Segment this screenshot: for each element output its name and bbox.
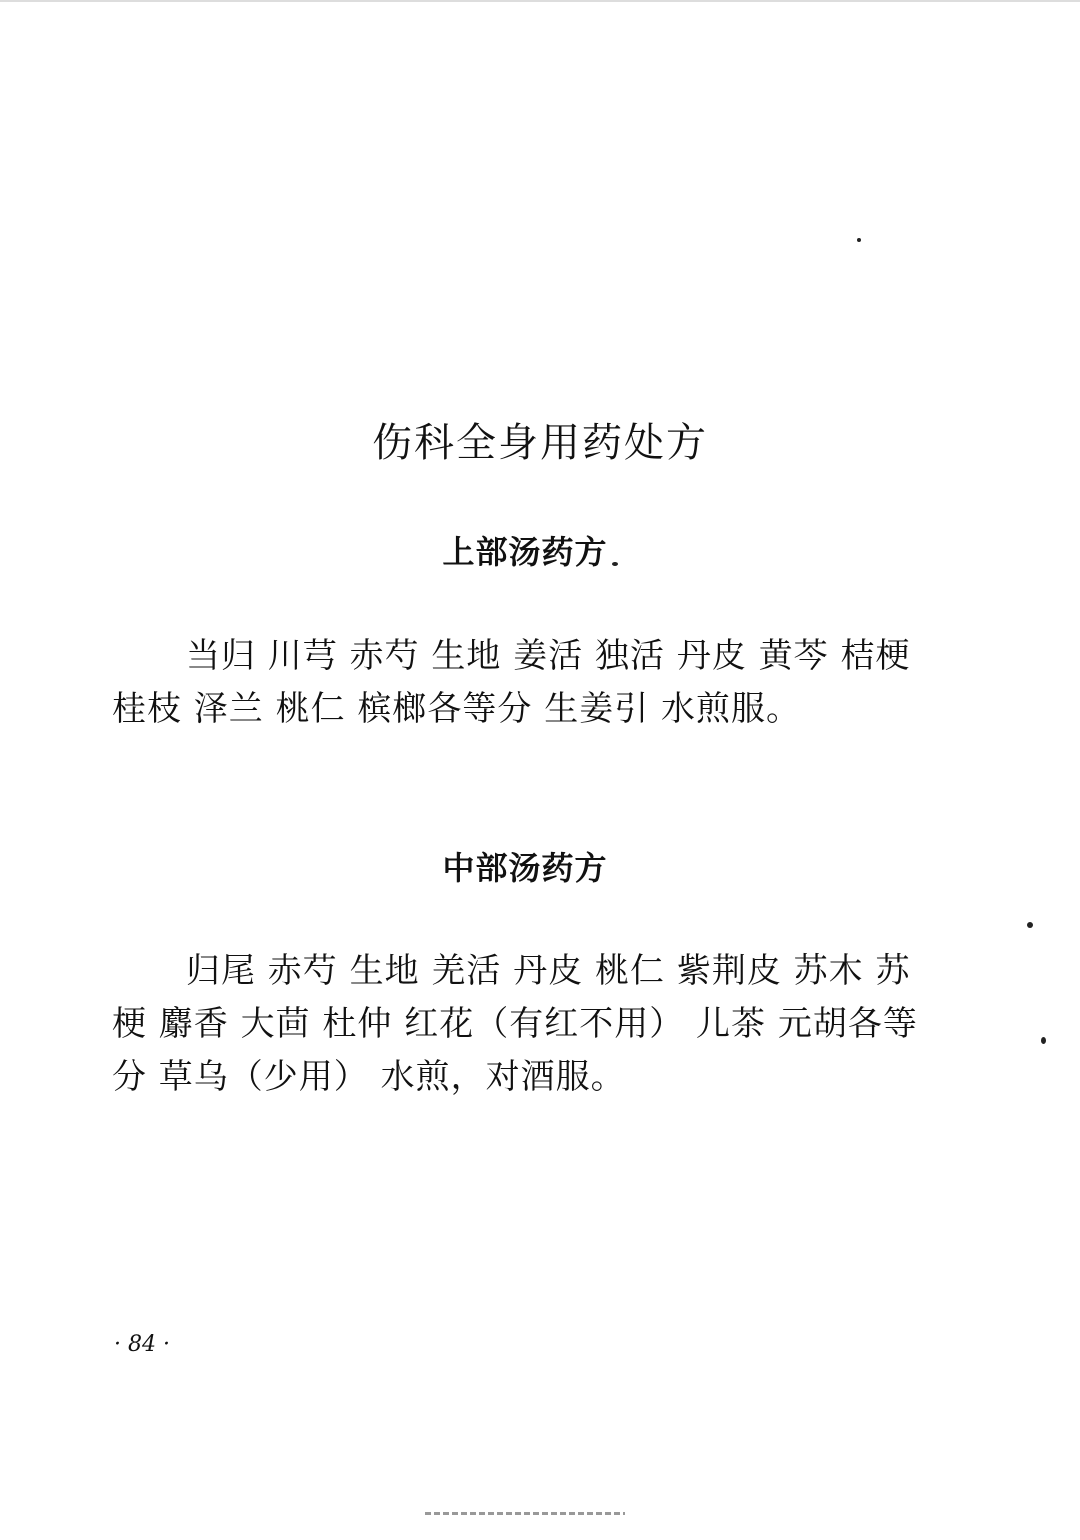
section-body-upper: 当归 川芎 赤芍 生地 姜活 独活 丹皮 黄芩 桔梗 桂枝 泽兰 桃仁 槟榔各等分 生姜引 水煎服。 xyxy=(112,636,911,729)
scan-speck xyxy=(1027,922,1033,928)
scan-speck xyxy=(857,238,861,242)
section-heading-upper: 上部汤药方 xyxy=(442,533,608,571)
scan-speck xyxy=(612,562,618,566)
scan-edge xyxy=(0,0,1080,2)
scan-speck xyxy=(1041,1037,1046,1044)
page-title: 伤科全身用药处方 xyxy=(372,420,708,466)
section-heading-middle: 中部汤药方 xyxy=(442,849,608,887)
scan-artifact xyxy=(425,1512,625,1515)
section-body-middle: 归尾 赤芍 生地 羌活 丹皮 桃仁 紫荆皮 苏木 苏梗 麝香 大茴 杜仲 红花（有红不用） 儿茶 元胡各等分 草乌（少用） 水煎，对酒服。 xyxy=(112,951,918,1097)
page-number: · 84 · xyxy=(114,1332,170,1357)
